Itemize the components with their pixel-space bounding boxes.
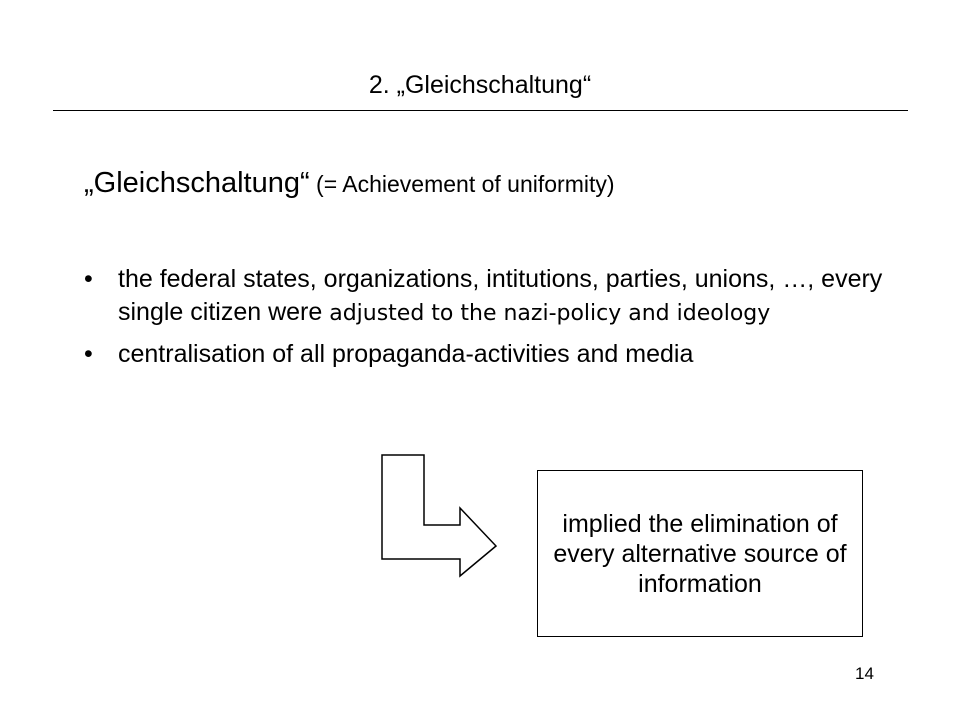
conclusion-box xyxy=(537,470,863,637)
heading-term: „Gleichschaltung“ xyxy=(84,167,310,199)
bullet-icon: • xyxy=(84,340,93,368)
slide-title: 2. „Gleichschaltung“ xyxy=(368,71,592,99)
heading-translation: (= Achievement of uniformity) xyxy=(309,171,615,197)
bullet-list xyxy=(84,263,884,371)
title-divider xyxy=(53,110,908,111)
page-number: 14 xyxy=(855,664,874,683)
bullet-item xyxy=(84,338,884,371)
bullet-text: centralisation of all propaganda-activities and media xyxy=(118,340,694,368)
bent-arrow-icon xyxy=(380,454,500,579)
conclusion-text: implied the elimination of every alternative source of information xyxy=(553,509,847,598)
slide-heading xyxy=(84,163,615,204)
bullet-item xyxy=(84,263,884,330)
bullet-emphasis: adjusted to the nazi-policy and ideology xyxy=(329,301,771,326)
bullet-icon: • xyxy=(84,265,93,293)
bullet-text: the federal states, organizations, intitutions, parties, unions, …, every single citizen were xyxy=(118,265,883,326)
